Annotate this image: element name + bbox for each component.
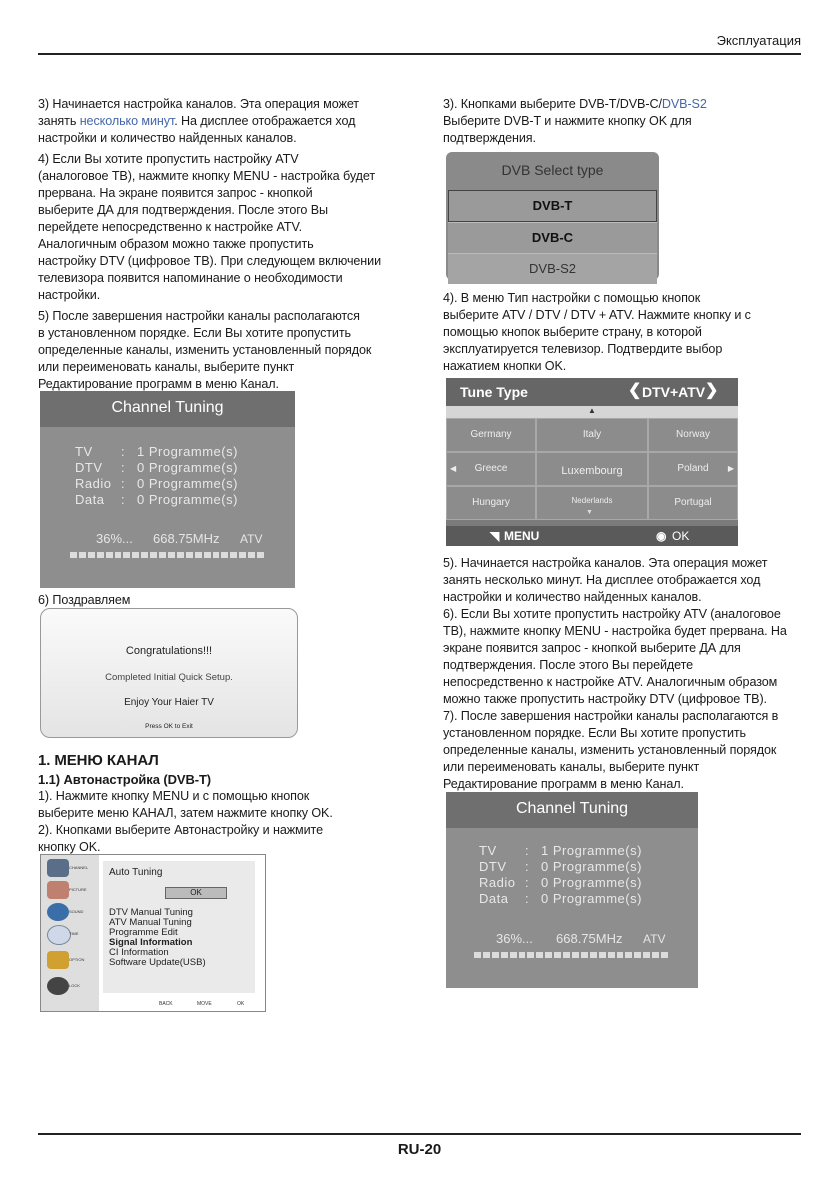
right-para-line10: 7). После завершения настройки каналы располагаются в [443,709,779,723]
tuning-row-data [479,891,689,908]
left-text-top [38,96,408,393]
tuning-row-value: 1 Programme(s) [137,444,238,459]
setup-menu-footer-ok: OK [237,1001,245,1007]
para-4-line1: 4) Если Вы хотите пропустить настройку ATV [38,152,299,166]
right-step-4-line5: нажатием кнопки OK. [443,359,567,373]
dvb-option-dvb-s2[interactable]: DVB-S2 [448,253,657,284]
para-3-line1: 3) Начинается настройка каналов. Эта операция может [38,97,359,111]
tuning-row-label: Data [75,492,105,507]
dvb-select-title: DVB Select type [501,162,604,178]
dvb-option-dvb-t[interactable]: DVB-T [448,190,657,222]
step-1-line2: выберите меню КАНАЛ, затем нажмите кнопку OK. [38,806,333,820]
channel-tuning-rows [479,843,689,923]
sidebar-label-time: TIME [69,931,79,936]
para-5-line4: или переименовать каналы, выберите пункт [38,360,295,374]
tuning-row-value: 0 Programme(s) [137,492,238,507]
tuning-row-colon: : [525,843,530,858]
tuning-row-dtv [75,460,285,477]
setup-menu-sidebar [41,855,99,1011]
country-cell[interactable]: Hungary [446,486,536,520]
subsection-heading: 1.1) Автонастройка (DVB-T) [38,772,212,787]
para-5-line1: 5) После завершения настройки каналы располагаются [38,309,360,323]
para-4-line4: выберите ДА для подтверждения. После этого Вы [38,203,328,217]
menu-item-signal-info[interactable]: Signal Information [109,937,193,948]
channel-tuning-rows [75,444,285,524]
sidebar-label-sound: SOUND [69,909,84,914]
para-4-line6: Аналогичным образом можно также пропустить [38,237,314,251]
dvb-option-dvb-c[interactable]: DVB-C [448,222,657,253]
para-6: 6) Поздравляем [38,593,131,607]
tune-type-header [446,378,738,406]
country-cell[interactable]: Nederlands [536,486,648,520]
menu-icon: ◥ [490,529,500,543]
right-text-mid [443,290,803,375]
sound-icon[interactable] [47,903,69,921]
right-step-4-line2: выберите ATV / DTV / DTV + ATV. Нажмите кнопку и с [443,308,751,322]
scroll-up-icon[interactable]: ▲ [446,406,738,418]
congrats-exit-hint: Press OK to Exit [145,723,193,730]
right-step-3-line2: Выберите DVB-T и нажмите кнопку OK для [443,114,692,128]
tune-type-footer [446,526,738,546]
country-cell[interactable]: Greece [446,452,536,486]
tuning-row-label: Data [479,891,509,906]
country-cell[interactable]: Portugal [648,486,738,520]
tuning-row-value: 0 Programme(s) [541,891,642,906]
header-rule [38,53,801,55]
page-number: RU-20 [397,1141,442,1158]
tuning-row-colon: : [121,444,126,459]
tuning-row-colon: : [525,875,530,890]
tuning-percent: 36%... [496,931,533,946]
dvb-select-dialog [446,152,659,280]
congrats-dialog [40,608,298,738]
right-para-line12: определенные каналы, изменить установленный порядок [443,743,777,757]
channel-tuning-panel-right [446,792,698,988]
para-4-line3: прервана. На экране появится запрос - кнопкой [38,186,313,200]
tune-type-label: Tune Type [460,384,528,400]
menu-item-programme-edit[interactable]: Programme Edit [109,927,178,938]
tuning-row-tv [479,843,689,860]
para-4-line9: настройки. [38,288,101,302]
tuning-row-label: TV [479,843,497,858]
setup-menu [40,854,266,1012]
tune-type-value[interactable]: DTV+ATV [642,384,706,400]
tuning-row-value: 0 Programme(s) [137,460,238,475]
right-para-line3: настройки и количество найденных каналов. [443,590,702,604]
tuning-row-data [75,492,285,509]
setup-menu-footer-move: MOVE [197,1001,212,1007]
right-para-line5: ТВ), нажмите кнопку MENU - настройка будет прервана. На [443,624,787,638]
auto-tuning-ok-button[interactable]: OK [165,887,227,899]
right-para-line13: или переименовать каналы, выберите пункт [443,760,700,774]
tuning-row-label: Radio [75,476,112,491]
right-para-line4: 6). Если Вы хотите пропустить настройку ATV (аналоговое [443,607,781,621]
tuning-frequency: 668.75MHz [153,531,220,546]
right-step-3-line3: подтверждения. [443,131,536,145]
congrats-completed: Completed Initial Quick Setup. [105,672,233,683]
tuning-row-label: Radio [479,875,516,890]
tuning-row-colon: : [121,460,126,475]
para-4-line5: перейдете непосредственно к настройке ATV. [38,220,303,234]
right-para-line9: можно также пропустить настройку DTV (цифровое ТВ). [443,692,767,706]
right-para-line14: Редактирование программ в меню Канал. [443,777,684,791]
tuning-row-value: 0 Programme(s) [137,476,238,491]
tuning-row-colon: : [121,492,126,507]
tuning-row-colon: : [121,476,126,491]
sidebar-label-picture: PICTURE [69,887,87,892]
tuning-row-label: DTV [75,460,103,475]
tuning-progress-bar [70,552,264,558]
tuning-row-dtv [479,859,689,876]
country-cell[interactable]: Germany [446,418,536,452]
picture-icon[interactable] [47,881,69,899]
auto-tuning-title[interactable]: Auto Tuning [109,867,163,878]
tuning-frequency: 668.75MHz [556,931,623,946]
scroll-down-icon[interactable]: ▼ [586,509,593,516]
right-para-line7: подтверждения. После этого Вы перейдете [443,658,694,672]
chevron-left-icon[interactable]: ❮ [628,382,642,399]
channel-tuning-panel-left [40,391,295,588]
tuning-row-colon: : [525,859,530,874]
tuning-row-label: TV [75,444,93,459]
channel-tuning-title: Channel Tuning [446,792,698,828]
tuning-row-colon: : [525,891,530,906]
menu-item-atv-manual[interactable]: ATV Manual Tuning [109,917,192,928]
tuning-row-tv [75,444,285,461]
section-header: Эксплуатация [716,33,801,48]
para-4-line7: настройку DTV (цифровое ТВ). При следующем включении [38,254,382,268]
setup-menu-main [103,861,255,993]
step-2-line2: кнопку OK. [38,840,101,854]
tuning-row-value: 1 Programme(s) [541,843,642,858]
tune-type-panel [446,378,738,546]
tuning-row-label: DTV [479,859,507,874]
setup-menu-footer-back: BACK [159,1001,173,1007]
right-para-line6: экране появится запрос - кнопкой выберите ДА для [443,641,741,655]
right-para-line8: непосредственно к настройке ATV. Аналогичным образом [443,675,778,689]
ok-icon: ◉ [656,529,667,543]
tuning-mode: ATV [643,932,666,946]
chevron-right-icon[interactable]: ❯ [705,382,719,399]
menu-item-dtv-manual[interactable]: DTV Manual Tuning [109,907,193,918]
step-1-line1: 1). Нажмите кнопку MENU и с помощью кнопок [38,789,310,803]
tuning-percent: 36%... [96,531,133,546]
para-4-line2: (аналоговое ТВ), нажмите кнопку MENU - настройка будет [38,169,375,183]
channel-tuning-title: Channel Tuning [40,391,295,427]
country-cell-selected[interactable]: Luxembourg [536,452,648,486]
right-para-line2: занять несколько минут. На дисплее отображается ход [443,573,761,587]
right-para-line11: установленном порядке. Если Вы хотите пропустить [443,726,747,740]
sidebar-label-option: OPTION [69,957,85,962]
footer-rule [38,1133,801,1135]
para-5-line3: определенные каналы, изменить установленный порядок [38,343,372,357]
step-2-line1: 2). Кнопками выберите Автонастройку и нажмите [38,823,323,837]
tuning-row-value: 0 Programme(s) [541,859,642,874]
arrow-left-icon[interactable]: ◀ [450,464,457,473]
para-5-line2: в установленном порядке. Если Вы хотите пропустить [38,326,351,340]
country-cell[interactable]: Italy [536,418,648,452]
right-step-4-line3: помощью кнопок выберите страну, в которой [443,325,702,339]
country-cell[interactable]: Poland [648,452,738,486]
congrats-enjoy: Enjoy Your Haier TV [124,697,214,708]
tuning-row-value: 0 Programme(s) [541,875,642,890]
right-step-4-line1: 4). В меню Тип настройки с помощью кнопок [443,291,701,305]
arrow-right-icon[interactable]: ▶ [727,464,734,473]
lock-icon[interactable] [47,977,69,995]
tuning-progress-bar [474,952,668,958]
menu-item-software-update[interactable]: Software Update(USB) [109,957,206,968]
left-text-bottom [38,752,408,856]
right-para-line1: 5). Начинается настройка каналов. Эта операция может [443,556,768,570]
tuning-mode: ATV [240,532,263,546]
right-text-top [443,96,803,147]
option-icon[interactable] [47,951,69,969]
right-step-4-line4: эксплуатируется телевизор. Подтвердите выбор [443,342,723,356]
time-icon[interactable] [47,925,71,945]
sidebar-label-channel: CHANNEL [69,865,89,870]
tune-type-ok-label[interactable]: OK [672,529,690,543]
tune-type-menu-label[interactable]: MENU [504,529,540,543]
para-4-line8: телевизора появится напоминание о необходимости [38,271,343,285]
country-cell[interactable]: Norway [648,418,738,452]
right-step-3-line1: 3). Кнопками выберите DVB-T/DVB-C/DVB-S2 [443,97,707,111]
menu-item-ci-info[interactable]: CI Information [109,947,169,958]
channel-icon[interactable] [47,859,69,877]
para-3-line2: занять несколько минут. На дисплее отображается ход [38,114,356,128]
section-heading: 1. МЕНЮ КАНАЛ [38,752,159,769]
para-3-line3: настройки и количество найденных каналов. [38,131,297,145]
tuning-row-radio [479,875,689,892]
tuning-row-radio [75,476,285,493]
congrats-title: Congratulations!!! [125,645,213,657]
sidebar-label-lock: LOCK [69,983,80,988]
right-text-bottom [443,555,813,793]
para-5-line5: Редактирование программ в меню Канал. [38,377,279,391]
